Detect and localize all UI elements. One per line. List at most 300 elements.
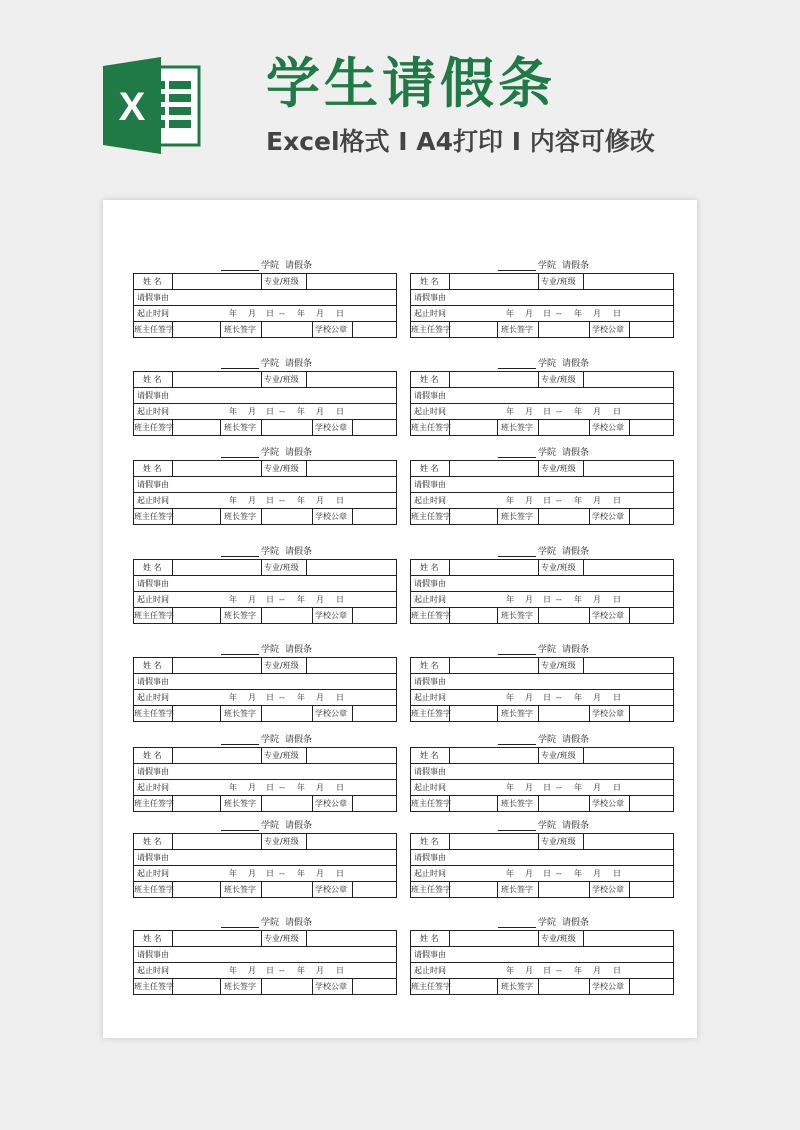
slip-name: 请假条 (562, 547, 590, 557)
college-name-blank[interactable] (221, 927, 259, 928)
monitor-signature-label: 班长签字 (501, 885, 533, 894)
college-label: 学院 (538, 821, 557, 831)
period-label: 起止时间 (414, 309, 446, 318)
end-month-label: 月 (593, 407, 601, 416)
school-seal-label: 学校公章 (315, 512, 347, 521)
end-day-label: 日 (336, 869, 344, 878)
school-seal-label: 学校公章 (315, 325, 347, 334)
start-month-label: 月 (248, 496, 256, 505)
leave-slip (133, 820, 398, 898)
slip-form-table (410, 747, 674, 812)
period-dash: -- (279, 407, 285, 416)
reason-label: 请假事由 (137, 293, 169, 302)
end-month-label: 月 (316, 496, 324, 505)
end-day-label: 日 (613, 496, 621, 505)
slip-title (133, 644, 398, 657)
college-label: 学院 (261, 735, 280, 745)
start-day-label: 日 (543, 595, 551, 604)
slip-form-table (410, 930, 674, 995)
end-month-label: 月 (316, 783, 324, 792)
slip-title (133, 447, 398, 460)
end-day-label: 日 (336, 693, 344, 702)
slip-name: 请假条 (562, 735, 590, 745)
start-day-label: 日 (543, 966, 551, 975)
slip-form-table (133, 833, 397, 898)
slip-name: 请假条 (562, 261, 590, 271)
start-month-label: 月 (525, 595, 533, 604)
end-day-label: 日 (336, 496, 344, 505)
name-label: 姓 名 (143, 375, 162, 384)
start-day-label: 日 (266, 966, 274, 975)
major-class-label: 专业/班级 (541, 375, 576, 384)
leave-slip (410, 358, 675, 436)
period-dash: -- (279, 966, 285, 975)
end-day-label: 日 (336, 595, 344, 604)
start-day-label: 日 (266, 496, 274, 505)
major-class-label: 专业/班级 (541, 277, 576, 286)
school-seal-label: 学校公章 (592, 885, 624, 894)
reason-label: 请假事由 (414, 853, 446, 862)
end-month-label: 月 (316, 309, 324, 318)
monitor-signature-label: 班长签字 (224, 982, 256, 991)
leave-slip (133, 734, 398, 812)
school-seal-label: 学校公章 (315, 982, 347, 991)
slip-title (133, 734, 398, 747)
school-seal-label: 学校公章 (315, 611, 347, 620)
college-label: 学院 (538, 547, 557, 557)
period-label: 起止时间 (414, 595, 446, 604)
major-class-label: 专业/班级 (264, 661, 299, 670)
college-label: 学院 (538, 735, 557, 745)
teacher-signature-label: 班主任签字 (411, 885, 451, 894)
leave-slip (133, 260, 398, 338)
end-month-label: 月 (316, 966, 324, 975)
college-label: 学院 (538, 645, 557, 655)
slip-name: 请假条 (562, 918, 590, 928)
teacher-signature-label: 班主任签字 (411, 709, 451, 718)
slip-name: 请假条 (562, 448, 590, 458)
start-year-label: 年 (506, 783, 514, 792)
reason-label: 请假事由 (137, 853, 169, 862)
teacher-signature-label: 班主任签字 (411, 982, 451, 991)
start-month-label: 月 (248, 783, 256, 792)
slip-title (410, 820, 675, 833)
teacher-signature-label: 班主任签字 (134, 512, 174, 521)
start-year-label: 年 (506, 496, 514, 505)
start-day-label: 日 (543, 309, 551, 318)
slip-form-table (410, 559, 674, 624)
end-month-label: 月 (316, 407, 324, 416)
end-year-label: 年 (297, 407, 305, 416)
teacher-signature-label: 班主任签字 (134, 885, 174, 894)
start-year-label: 年 (229, 595, 237, 604)
slip-title (133, 546, 398, 559)
monitor-signature-label: 班长签字 (224, 325, 256, 334)
name-label: 姓 名 (420, 751, 439, 760)
start-month-label: 月 (525, 693, 533, 702)
slip-title (133, 358, 398, 371)
name-label: 姓 名 (143, 661, 162, 670)
slip-title (410, 447, 675, 460)
reason-label: 请假事由 (137, 767, 169, 776)
start-day-label: 日 (543, 693, 551, 702)
start-month-label: 月 (525, 407, 533, 416)
slip-title (410, 358, 675, 371)
end-month-label: 月 (316, 595, 324, 604)
start-year-label: 年 (229, 966, 237, 975)
leave-slip (410, 820, 675, 898)
period-label: 起止时间 (414, 966, 446, 975)
slip-title (410, 917, 675, 930)
college-label: 学院 (261, 448, 280, 458)
start-month-label: 月 (248, 407, 256, 416)
end-day-label: 日 (336, 783, 344, 792)
teacher-signature-label: 班主任签字 (134, 611, 174, 620)
monitor-signature-label: 班长签字 (501, 799, 533, 808)
college-name-blank[interactable] (498, 270, 536, 271)
period-label: 起止时间 (137, 407, 169, 416)
reason-label: 请假事由 (414, 391, 446, 400)
period-label: 起止时间 (137, 783, 169, 792)
end-day-label: 日 (613, 309, 621, 318)
start-year-label: 年 (506, 309, 514, 318)
monitor-signature-label: 班长签字 (224, 611, 256, 620)
slip-form-table (133, 371, 397, 436)
slip-name: 请假条 (562, 645, 590, 655)
monitor-signature-label: 班长签字 (501, 325, 533, 334)
college-name-blank[interactable] (498, 368, 536, 369)
start-day-label: 日 (543, 783, 551, 792)
end-month-label: 月 (316, 693, 324, 702)
school-seal-label: 学校公章 (592, 611, 624, 620)
monitor-signature-label: 班长签字 (224, 799, 256, 808)
start-year-label: 年 (506, 869, 514, 878)
college-label: 学院 (261, 918, 280, 928)
end-year-label: 年 (574, 869, 582, 878)
teacher-signature-label: 班主任签字 (134, 982, 174, 991)
reason-label: 请假事由 (137, 480, 169, 489)
end-year-label: 年 (574, 595, 582, 604)
monitor-signature-label: 班长签字 (501, 982, 533, 991)
teacher-signature-label: 班主任签字 (134, 799, 174, 808)
slip-form-table (410, 833, 674, 898)
start-year-label: 年 (229, 869, 237, 878)
reason-label: 请假事由 (414, 579, 446, 588)
end-year-label: 年 (574, 496, 582, 505)
end-year-label: 年 (574, 693, 582, 702)
major-class-label: 专业/班级 (264, 563, 299, 572)
name-label: 姓 名 (420, 837, 439, 846)
end-month-label: 月 (593, 496, 601, 505)
reason-label: 请假事由 (414, 293, 446, 302)
slip-title (410, 546, 675, 559)
start-year-label: 年 (506, 693, 514, 702)
period-dash: -- (556, 407, 562, 416)
monitor-signature-label: 班长签字 (501, 512, 533, 521)
end-month-label: 月 (593, 783, 601, 792)
end-year-label: 年 (297, 869, 305, 878)
teacher-signature-label: 班主任签字 (411, 423, 451, 432)
leave-slip (410, 644, 675, 722)
reason-label: 请假事由 (414, 677, 446, 686)
college-name-blank[interactable] (498, 654, 536, 655)
end-month-label: 月 (593, 966, 601, 975)
college-label: 学院 (261, 547, 280, 557)
college-name-blank[interactable] (498, 830, 536, 831)
period-dash: -- (279, 595, 285, 604)
major-class-label: 专业/班级 (541, 661, 576, 670)
start-month-label: 月 (248, 309, 256, 318)
end-month-label: 月 (593, 309, 601, 318)
leave-slip (410, 546, 675, 624)
leave-slip (133, 546, 398, 624)
period-dash: -- (556, 783, 562, 792)
slip-name: 请假条 (285, 547, 313, 557)
college-name-blank[interactable] (221, 654, 259, 655)
period-label: 起止时间 (137, 869, 169, 878)
college-name-blank[interactable] (221, 744, 259, 745)
period-dash: -- (279, 783, 285, 792)
start-day-label: 日 (543, 496, 551, 505)
slip-name: 请假条 (285, 448, 313, 458)
leave-slip (410, 734, 675, 812)
page-subtitle: Excel格式 I A4打印 I 内容可修改 (266, 127, 655, 156)
end-year-label: 年 (574, 407, 582, 416)
slip-form-table (133, 460, 397, 525)
name-label: 姓 名 (420, 934, 439, 943)
name-label: 姓 名 (143, 277, 162, 286)
college-label: 学院 (261, 359, 280, 369)
slip-form-table (133, 273, 397, 338)
major-class-label: 专业/班级 (541, 934, 576, 943)
slip-title (410, 734, 675, 747)
end-day-label: 日 (613, 869, 621, 878)
excel-logo-icon (103, 57, 201, 154)
period-label: 起止时间 (414, 783, 446, 792)
reason-label: 请假事由 (414, 950, 446, 959)
college-name-blank[interactable] (221, 270, 259, 271)
end-year-label: 年 (297, 966, 305, 975)
name-label: 姓 名 (143, 837, 162, 846)
slip-form-table (133, 657, 397, 722)
monitor-signature-label: 班长签字 (501, 709, 533, 718)
name-label: 姓 名 (143, 934, 162, 943)
start-day-label: 日 (543, 869, 551, 878)
slip-name: 请假条 (562, 821, 590, 831)
end-day-label: 日 (613, 595, 621, 604)
start-year-label: 年 (229, 407, 237, 416)
school-seal-label: 学校公章 (592, 423, 624, 432)
period-dash: -- (279, 496, 285, 505)
slip-title (410, 260, 675, 273)
college-label: 学院 (538, 918, 557, 928)
end-day-label: 日 (336, 309, 344, 318)
major-class-label: 专业/班级 (541, 751, 576, 760)
period-label: 起止时间 (414, 693, 446, 702)
slip-name: 请假条 (285, 261, 313, 271)
college-label: 学院 (261, 821, 280, 831)
start-month-label: 月 (525, 496, 533, 505)
college-name-blank[interactable] (498, 927, 536, 928)
period-dash: -- (279, 693, 285, 702)
leave-slip (410, 917, 675, 995)
document-page (103, 200, 697, 1038)
college-label: 学院 (538, 359, 557, 369)
teacher-signature-label: 班主任签字 (411, 325, 451, 334)
college-label: 学院 (538, 261, 557, 271)
slip-form-table (410, 460, 674, 525)
start-month-label: 月 (248, 595, 256, 604)
end-year-label: 年 (574, 309, 582, 318)
school-seal-label: 学校公章 (315, 423, 347, 432)
school-seal-label: 学校公章 (592, 799, 624, 808)
monitor-signature-label: 班长签字 (501, 423, 533, 432)
school-seal-label: 学校公章 (592, 709, 624, 718)
end-day-label: 日 (613, 407, 621, 416)
slip-form-table (410, 657, 674, 722)
major-class-label: 专业/班级 (541, 464, 576, 473)
start-month-label: 月 (525, 783, 533, 792)
end-year-label: 年 (297, 595, 305, 604)
end-day-label: 日 (613, 693, 621, 702)
end-year-label: 年 (574, 966, 582, 975)
period-dash: -- (556, 869, 562, 878)
end-year-label: 年 (297, 693, 305, 702)
slip-form-table (133, 559, 397, 624)
start-month-label: 月 (248, 966, 256, 975)
end-year-label: 年 (574, 783, 582, 792)
start-month-label: 月 (525, 309, 533, 318)
start-year-label: 年 (229, 783, 237, 792)
period-label: 起止时间 (137, 966, 169, 975)
end-day-label: 日 (336, 966, 344, 975)
teacher-signature-label: 班主任签字 (411, 611, 451, 620)
slip-title (133, 260, 398, 273)
slip-form-table (133, 747, 397, 812)
start-day-label: 日 (266, 595, 274, 604)
period-dash: -- (556, 496, 562, 505)
end-month-label: 月 (593, 595, 601, 604)
start-month-label: 月 (525, 869, 533, 878)
end-year-label: 年 (297, 496, 305, 505)
logo-letter: X (118, 85, 146, 129)
name-label: 姓 名 (420, 661, 439, 670)
period-label: 起止时间 (414, 407, 446, 416)
end-month-label: 月 (593, 693, 601, 702)
start-year-label: 年 (229, 309, 237, 318)
slip-name: 请假条 (285, 918, 313, 928)
school-seal-label: 学校公章 (315, 799, 347, 808)
school-seal-label: 学校公章 (315, 885, 347, 894)
end-month-label: 月 (316, 869, 324, 878)
start-year-label: 年 (506, 966, 514, 975)
leave-slip (133, 447, 398, 525)
reason-label: 请假事由 (137, 579, 169, 588)
start-day-label: 日 (543, 407, 551, 416)
start-day-label: 日 (266, 783, 274, 792)
end-month-label: 月 (593, 869, 601, 878)
teacher-signature-label: 班主任签字 (134, 423, 174, 432)
period-dash: -- (556, 693, 562, 702)
school-seal-label: 学校公章 (592, 512, 624, 521)
period-label: 起止时间 (137, 595, 169, 604)
slip-name: 请假条 (285, 735, 313, 745)
reason-label: 请假事由 (137, 391, 169, 400)
college-name-blank[interactable] (221, 457, 259, 458)
reason-label: 请假事由 (137, 950, 169, 959)
start-day-label: 日 (266, 869, 274, 878)
start-month-label: 月 (248, 693, 256, 702)
slip-name: 请假条 (285, 821, 313, 831)
slip-name: 请假条 (562, 359, 590, 369)
college-name-blank[interactable] (498, 744, 536, 745)
name-label: 姓 名 (420, 563, 439, 572)
leave-slip (410, 260, 675, 338)
college-name-blank[interactable] (221, 830, 259, 831)
college-name-blank[interactable] (221, 368, 259, 369)
college-name-blank[interactable] (498, 457, 536, 458)
period-dash: -- (556, 595, 562, 604)
college-label: 学院 (261, 261, 280, 271)
college-name-blank[interactable] (221, 556, 259, 557)
name-label: 姓 名 (420, 375, 439, 384)
start-day-label: 日 (266, 407, 274, 416)
period-dash: -- (279, 869, 285, 878)
school-seal-label: 学校公章 (592, 325, 624, 334)
slip-title (410, 644, 675, 657)
major-class-label: 专业/班级 (264, 751, 299, 760)
slip-form-table (410, 273, 674, 338)
major-class-label: 专业/班级 (264, 837, 299, 846)
name-label: 姓 名 (420, 464, 439, 473)
end-day-label: 日 (613, 966, 621, 975)
leave-slip (410, 447, 675, 525)
period-label: 起止时间 (414, 496, 446, 505)
leave-slip (133, 917, 398, 995)
period-label: 起止时间 (137, 496, 169, 505)
period-label: 起止时间 (137, 693, 169, 702)
monitor-signature-label: 班长签字 (224, 512, 256, 521)
major-class-label: 专业/班级 (264, 375, 299, 384)
major-class-label: 专业/班级 (264, 277, 299, 286)
name-label: 姓 名 (143, 464, 162, 473)
end-day-label: 日 (613, 783, 621, 792)
end-year-label: 年 (297, 309, 305, 318)
slip-name: 请假条 (285, 645, 313, 655)
school-seal-label: 学校公章 (315, 709, 347, 718)
start-year-label: 年 (506, 595, 514, 604)
name-label: 姓 名 (143, 751, 162, 760)
college-label: 学院 (538, 448, 557, 458)
reason-label: 请假事由 (414, 480, 446, 489)
monitor-signature-label: 班长签字 (224, 885, 256, 894)
slip-name: 请假条 (285, 359, 313, 369)
start-year-label: 年 (229, 693, 237, 702)
start-month-label: 月 (525, 966, 533, 975)
period-dash: -- (279, 309, 285, 318)
monitor-signature-label: 班长签字 (224, 423, 256, 432)
period-label: 起止时间 (137, 309, 169, 318)
school-seal-label: 学校公章 (592, 982, 624, 991)
start-day-label: 日 (266, 693, 274, 702)
period-dash: -- (556, 966, 562, 975)
reason-label: 请假事由 (137, 677, 169, 686)
period-dash: -- (556, 309, 562, 318)
start-year-label: 年 (229, 496, 237, 505)
college-name-blank[interactable] (498, 556, 536, 557)
teacher-signature-label: 班主任签字 (134, 325, 174, 334)
leave-slip (133, 644, 398, 722)
